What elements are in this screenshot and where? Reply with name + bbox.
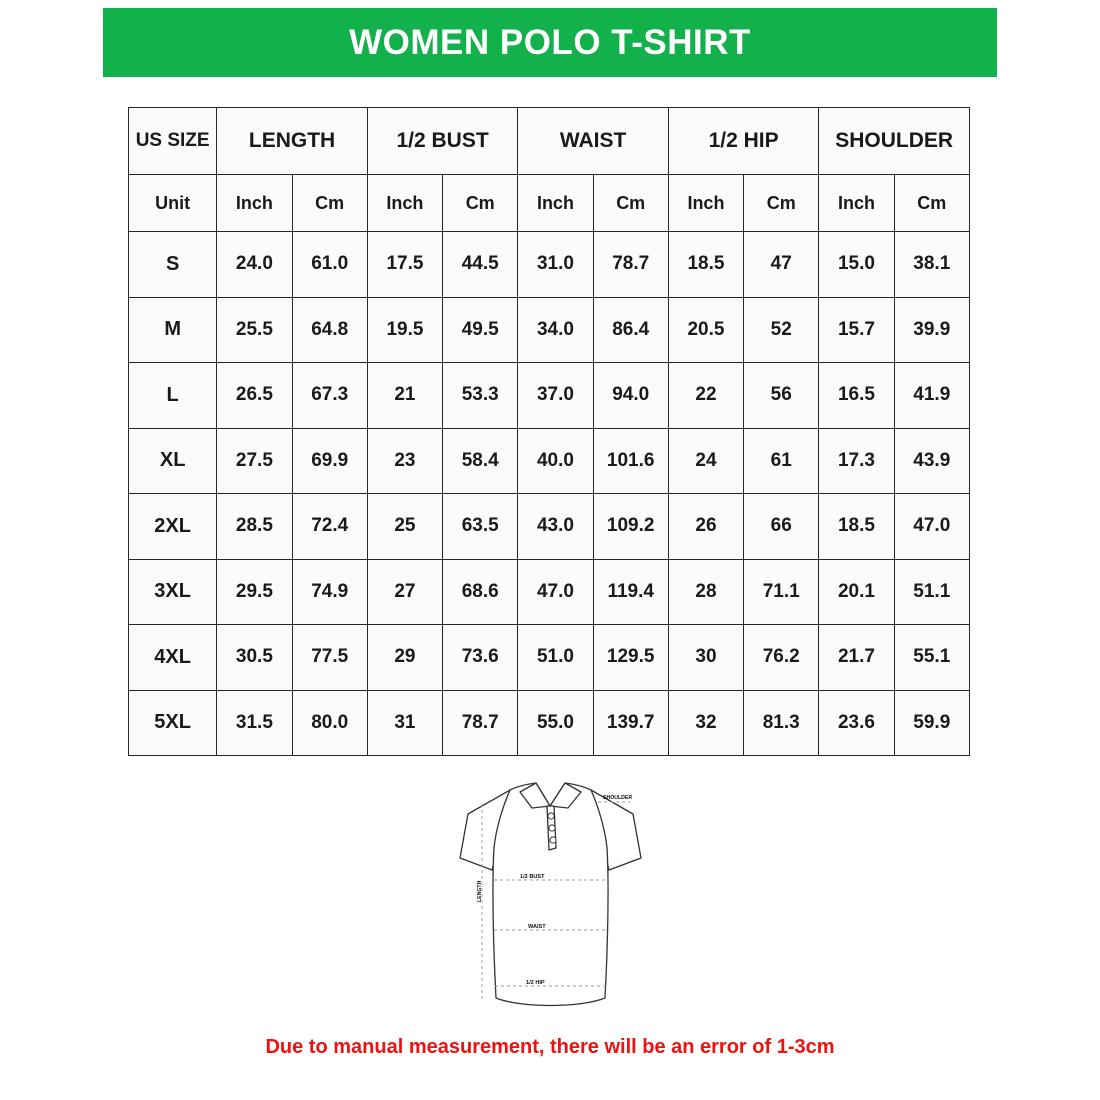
diagram-label-half-bust: 1/2 BUST — [520, 874, 545, 880]
cell-length-inch: 31.5 — [217, 690, 292, 756]
cell-bust-inch: 23 — [367, 428, 442, 494]
cell-shoulder-inch: 18.5 — [819, 494, 894, 560]
cell-hip-cm: 76.2 — [744, 625, 819, 691]
unit-hip-cm: Cm — [744, 175, 819, 232]
cell-bust-cm: 49.5 — [443, 297, 518, 363]
table-unit-row — [129, 175, 970, 232]
cell-waist-inch: 47.0 — [518, 559, 593, 625]
cell-shoulder-inch: 20.1 — [819, 559, 894, 625]
cell-waist-cm: 78.7 — [593, 232, 668, 298]
cell-hip-inch: 20.5 — [668, 297, 743, 363]
cell-length-cm: 72.4 — [292, 494, 367, 560]
cell-length-inch: 26.5 — [217, 363, 292, 429]
cell-shoulder-cm: 43.9 — [894, 428, 969, 494]
row-size-label: S — [129, 232, 217, 298]
unit-label: Unit — [129, 175, 217, 232]
size-table-container — [128, 107, 970, 756]
cell-length-cm: 80.0 — [292, 690, 367, 756]
cell-waist-cm: 101.6 — [593, 428, 668, 494]
table-row — [129, 363, 970, 429]
table-row — [129, 559, 970, 625]
cell-bust-inch: 25 — [367, 494, 442, 560]
table-row — [129, 690, 970, 756]
row-size-label: 4XL — [129, 625, 217, 691]
cell-bust-cm: 73.6 — [443, 625, 518, 691]
cell-hip-cm: 71.1 — [744, 559, 819, 625]
cell-hip-inch: 28 — [668, 559, 743, 625]
group-header-waist: WAIST — [518, 108, 669, 175]
cell-length-inch: 25.5 — [217, 297, 292, 363]
cell-length-cm: 74.9 — [292, 559, 367, 625]
cell-shoulder-inch: 23.6 — [819, 690, 894, 756]
cell-hip-cm: 61 — [744, 428, 819, 494]
cell-shoulder-cm: 39.9 — [894, 297, 969, 363]
cell-shoulder-inch: 15.7 — [819, 297, 894, 363]
diagram-label-waist: WAIST — [528, 924, 546, 930]
cell-length-inch: 28.5 — [217, 494, 292, 560]
cell-bust-inch: 19.5 — [367, 297, 442, 363]
unit-shoulder-cm: Cm — [894, 175, 969, 232]
table-row — [129, 428, 970, 494]
unit-length-inch: Inch — [217, 175, 292, 232]
cell-length-cm: 61.0 — [292, 232, 367, 298]
row-size-label: M — [129, 297, 217, 363]
cell-bust-inch: 21 — [367, 363, 442, 429]
cell-hip-inch: 26 — [668, 494, 743, 560]
cell-shoulder-cm: 38.1 — [894, 232, 969, 298]
unit-shoulder-inch: Inch — [819, 175, 894, 232]
cell-hip-inch: 32 — [668, 690, 743, 756]
cell-shoulder-inch: 15.0 — [819, 232, 894, 298]
cell-waist-inch: 51.0 — [518, 625, 593, 691]
cell-waist-cm: 119.4 — [593, 559, 668, 625]
cell-length-cm: 64.8 — [292, 297, 367, 363]
cell-length-cm: 67.3 — [292, 363, 367, 429]
cell-length-inch: 30.5 — [217, 625, 292, 691]
unit-bust-cm: Cm — [443, 175, 518, 232]
row-size-label: 3XL — [129, 559, 217, 625]
cell-bust-cm: 44.5 — [443, 232, 518, 298]
cell-waist-inch: 37.0 — [518, 363, 593, 429]
header-banner — [103, 8, 997, 77]
row-size-label: XL — [129, 428, 217, 494]
polo-shirt-diagram — [448, 762, 653, 1024]
table-row — [129, 494, 970, 560]
cell-bust-cm: 58.4 — [443, 428, 518, 494]
cell-bust-cm: 53.3 — [443, 363, 518, 429]
cell-length-inch: 29.5 — [217, 559, 292, 625]
cell-waist-inch: 43.0 — [518, 494, 593, 560]
cell-shoulder-cm: 51.1 — [894, 559, 969, 625]
cell-waist-cm: 129.5 — [593, 625, 668, 691]
unit-hip-inch: Inch — [668, 175, 743, 232]
cell-waist-inch: 40.0 — [518, 428, 593, 494]
cell-shoulder-inch: 17.3 — [819, 428, 894, 494]
diagram-label-half-hip: 1/2 HIP — [526, 980, 545, 986]
cell-length-cm: 77.5 — [292, 625, 367, 691]
page-title: WOMEN POLO T-SHIRT — [349, 22, 751, 62]
size-table — [128, 107, 970, 756]
cell-bust-inch: 17.5 — [367, 232, 442, 298]
cell-length-cm: 69.9 — [292, 428, 367, 494]
table-row — [129, 232, 970, 298]
cell-bust-cm: 68.6 — [443, 559, 518, 625]
group-header-shoulder: SHOULDER — [819, 108, 970, 175]
cell-waist-cm: 86.4 — [593, 297, 668, 363]
cell-hip-inch: 22 — [668, 363, 743, 429]
cell-shoulder-inch: 21.7 — [819, 625, 894, 691]
table-row — [129, 297, 970, 363]
cell-hip-inch: 18.5 — [668, 232, 743, 298]
diagram-label-shoulder: SHOULDER — [603, 795, 633, 801]
cell-hip-cm: 66 — [744, 494, 819, 560]
group-header-half-hip: 1/2 HIP — [668, 108, 819, 175]
polo-shirt-icon — [448, 762, 653, 1024]
cell-shoulder-cm: 55.1 — [894, 625, 969, 691]
cell-length-inch: 24.0 — [217, 232, 292, 298]
cell-length-inch: 27.5 — [217, 428, 292, 494]
cell-hip-cm: 47 — [744, 232, 819, 298]
cell-waist-cm: 109.2 — [593, 494, 668, 560]
cell-bust-inch: 29 — [367, 625, 442, 691]
row-size-label: 5XL — [129, 690, 217, 756]
unit-waist-cm: Cm — [593, 175, 668, 232]
unit-length-cm: Cm — [292, 175, 367, 232]
cell-hip-inch: 24 — [668, 428, 743, 494]
group-header-us-size: US SIZE — [129, 108, 217, 175]
row-size-label: 2XL — [129, 494, 217, 560]
cell-bust-inch: 27 — [367, 559, 442, 625]
table-row — [129, 625, 970, 691]
cell-hip-inch: 30 — [668, 625, 743, 691]
group-header-half-bust: 1/2 BUST — [367, 108, 518, 175]
unit-waist-inch: Inch — [518, 175, 593, 232]
cell-waist-cm: 94.0 — [593, 363, 668, 429]
cell-hip-cm: 81.3 — [744, 690, 819, 756]
measurement-disclaimer: Due to manual measurement, there will be an error of 1-3cm — [265, 1036, 835, 1058]
cell-waist-inch: 34.0 — [518, 297, 593, 363]
cell-waist-cm: 139.7 — [593, 690, 668, 756]
cell-hip-cm: 56 — [744, 363, 819, 429]
cell-bust-cm: 63.5 — [443, 494, 518, 560]
row-size-label: L — [129, 363, 217, 429]
cell-bust-inch: 31 — [367, 690, 442, 756]
group-header-length: LENGTH — [217, 108, 368, 175]
diagram-label-length: LENGTH — [477, 880, 483, 902]
unit-bust-inch: Inch — [367, 175, 442, 232]
cell-shoulder-inch: 16.5 — [819, 363, 894, 429]
cell-shoulder-cm: 47.0 — [894, 494, 969, 560]
cell-shoulder-cm: 41.9 — [894, 363, 969, 429]
table-group-header-row — [129, 108, 970, 175]
cell-shoulder-cm: 59.9 — [894, 690, 969, 756]
cell-bust-cm: 78.7 — [443, 690, 518, 756]
cell-waist-inch: 55.0 — [518, 690, 593, 756]
cell-hip-cm: 52 — [744, 297, 819, 363]
cell-waist-inch: 31.0 — [518, 232, 593, 298]
